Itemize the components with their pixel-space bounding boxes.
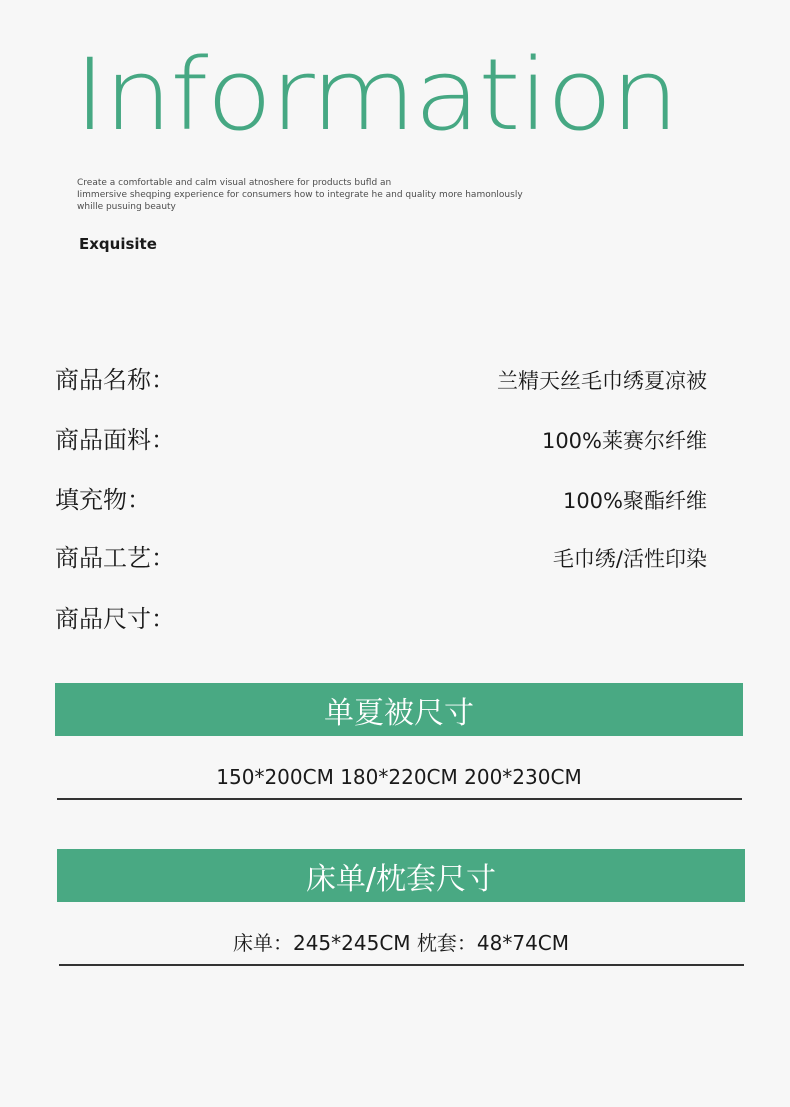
subtitle: Exquisite xyxy=(79,235,157,253)
section-heading-sheet: 床单/枕套尺寸 xyxy=(57,849,745,902)
spec-value: 100%聚酯纤维 xyxy=(562,489,707,513)
quilt-size-list: 150*200CM 180*220CM 200*230CM xyxy=(216,765,582,789)
spec-label: 商品名称： xyxy=(55,366,175,394)
sheet-size-list: 床单：245*245CM 枕套：48*74CM xyxy=(232,931,570,955)
spec-label: 填充物： xyxy=(55,486,151,514)
spec-label: 商品工艺： xyxy=(55,544,175,572)
spec-label: 商品尺寸： xyxy=(55,605,175,633)
spec-row-name xyxy=(55,363,707,397)
spec-row-fabric xyxy=(55,423,707,457)
tagline-line: Iimmersive sheqping experience for consumers how to integrate he and quality more hamonlously xyxy=(77,190,523,200)
tagline-line: whille pusuing beauty xyxy=(77,202,176,212)
tagline xyxy=(77,177,523,213)
divider xyxy=(57,798,742,800)
divider xyxy=(59,964,744,966)
page-title: Information xyxy=(74,37,678,153)
spec-row-filling xyxy=(55,483,707,517)
spec-value: 100%莱赛尔纤维 xyxy=(541,429,707,453)
spec-label: 商品面料： xyxy=(55,426,175,454)
spec-value: 兰精天丝毛巾绣夏凉被 xyxy=(497,369,707,393)
spec-row-craft xyxy=(55,541,707,575)
spec-value: 毛巾绣/活性印染 xyxy=(552,547,707,571)
spec-row-size xyxy=(55,602,707,636)
section-heading-quilt: 单夏被尺寸 xyxy=(55,683,743,736)
tagline-line: Create a comfortable and calm visual atnoshere for products bufld an xyxy=(77,178,392,188)
